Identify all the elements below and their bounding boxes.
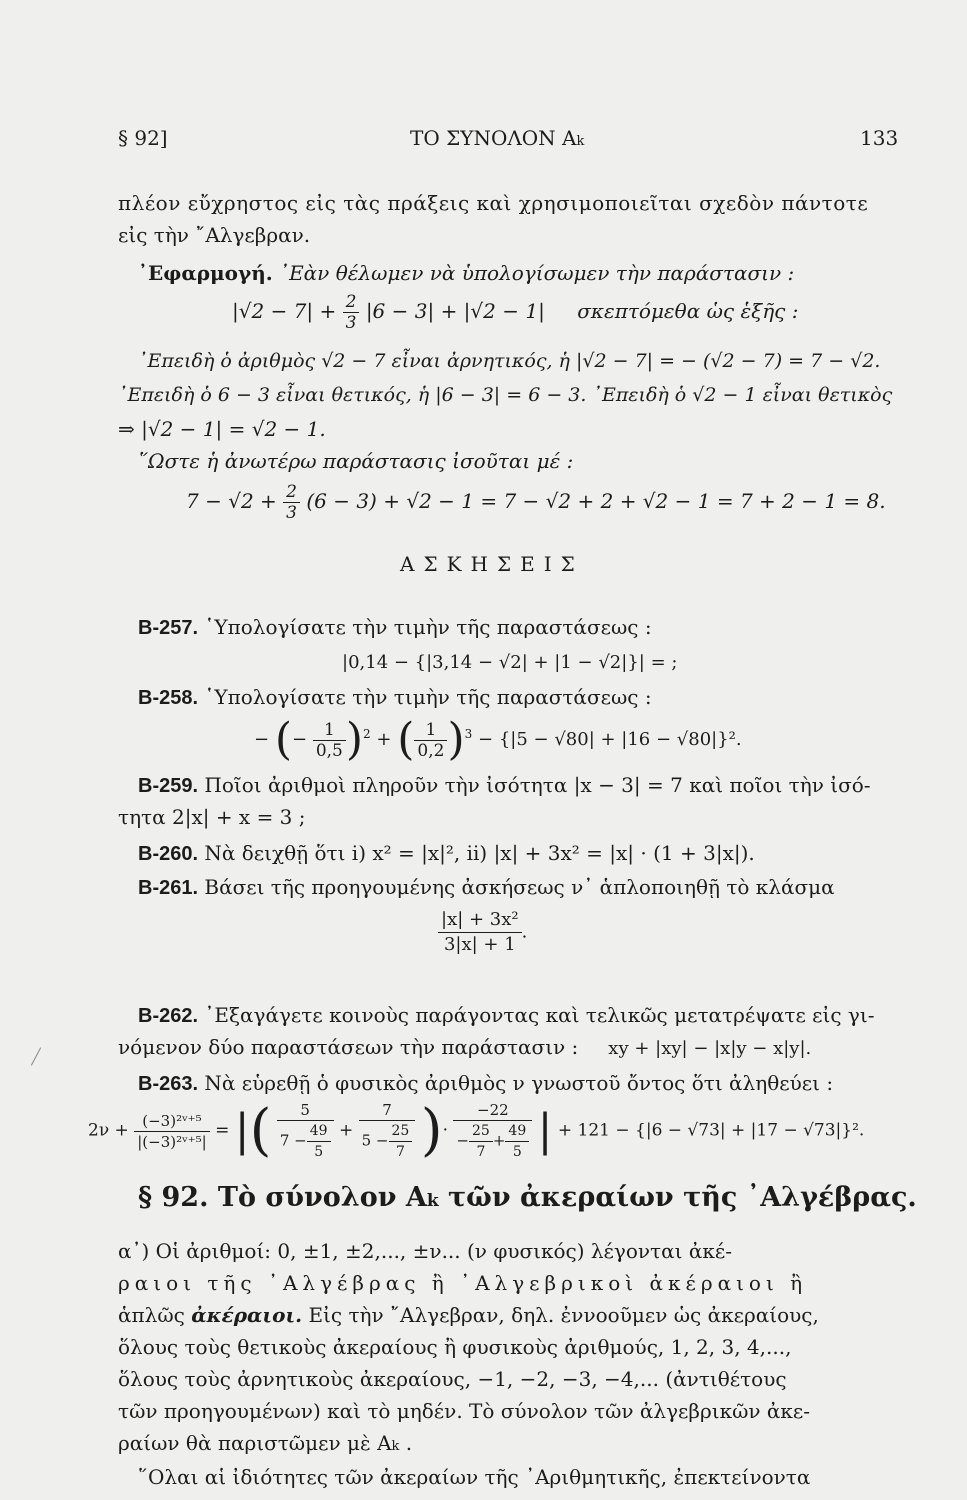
section-92-line-3 [118,1300,819,1330]
exercise-b258-tail: − {|5 − √80| + |16 − √80|}². [478,729,742,750]
section-92-line-2: ραιοι τῆς ᾿Αλγέβρας ἢ ᾿Αλγεβρικοὶ ἀκέραιοι ἢ [118,1271,808,1295]
exercise-b261 [138,872,835,903]
exercise-b259 [138,770,871,801]
exercise-b260 [138,838,755,869]
section-92-line-7-b: . [399,1431,413,1455]
fraction-denominator-2: 3 [283,502,300,523]
expression-1-part-b: |6 − 3| + |√2 − 1| [365,299,545,323]
expression-1 [232,292,798,333]
exercise-b258-exponent-1: 2 [363,727,371,741]
explanation-line-d: ῞Ωστε ἡ ἀνωτέρω παράστασις ἰσοῦται μέ : [138,449,574,473]
exercise-b261-label: Β-261. [138,877,199,899]
exercise-b263-fraction-c [453,1100,532,1162]
exercise-b260-label: Β-260. [138,843,199,865]
expression-2 [186,482,886,523]
exercise-b257-expression: |0,14 − {|3,14 − √2| + |1 − √2|}| = ; [342,652,678,673]
application-label: ᾿Εφαρμογή. [138,261,273,285]
exercise-b258-exponent-2: 3 [464,727,473,741]
exercise-b263-text: Νὰ εὑρεθῇ ὁ φυσικὸς ἀριθμὸς ν γνωστοῦ ὄντος ὅτι ἀληθεύει : [204,1071,834,1095]
exercise-b258 [138,682,652,713]
section-92-title-end: τῶν ἀκεραίων τῆς ᾿Αλγέβρας. [438,1182,917,1213]
exercise-b259-label: Β-259. [138,775,199,797]
exercise-b263-b-denominator [359,1120,416,1162]
exercise-b263-c-denominator [453,1120,532,1162]
exercise-b263-lhs-numerator: (−3)²ᵛ⁺⁵ [142,1111,202,1130]
exercise-b263-equation: 2ν + $\frac{\text{(−3)²ᵛ⁺⁵}}{\text{|(−3)²ᵛ⁺⁵|}}$ = |( 5 7 − $\frac{49}{5}$ + 7 5 − $\frac{25}{7}$ )· −22 − $\frac{25}{7}$ + $\frac{49}{5}$ | + 121 − {|6 − √73| + |17 − √73|}². [88,1098,865,1163]
exercise-b263-label: Β-263. [138,1073,199,1095]
fraction-numerator-2: 2 [286,482,297,502]
exercise-b258-expression: − (− $\frac{1}{0,5}$ )$^2$ + ( $\frac{1}{0,2}$ )$^3$ − {|5 − √80| + |16 − √80|}². [254,714,742,765]
exercise-b263-a-den-den: 5 [307,1141,331,1162]
section-92-line-4: ὅλους τοὺς θετικοὺς ἀκεραίους ἢ φυσικοὺς ἀριθμούς, 1, 2, 3, 4,..., [118,1335,792,1359]
exercise-b258-denominator-2: 0,2 [414,740,447,761]
exercise-b258-label: Β-258. [138,687,199,709]
exercise-b261-text: Βάσει τῆς προηγουμένης ἀσκήσεως ν᾿ ἁπλοποιηθῇ τὸ κλάσμα [204,875,835,899]
exercise-b259-text: Ποῖοι ἀριθμοὶ πληροῦν τὴν ἰσότητα |x − 3| = 7 καὶ ποῖοι τὴν ἰσό- [204,773,871,797]
exercise-b263-c-numerator: −22 [477,1101,509,1119]
exercise-b257-text: ῾Υπολογίσατε τὴν τιμὴν τῆς παραστάσεως : [204,615,652,639]
exercises-heading: ΑΣΚΗΣΕΙΣ [400,552,584,576]
exercise-b263-c-den-num-2: 49 [508,1123,527,1139]
expression-2-part-a: 7 − √2 + [186,489,277,513]
exercise-b263-a-numerator: 5 [300,1101,310,1119]
application-text: ᾿Εὰν θέλωμεν νὰ ὑπολογίσωμεν τὴν παράστασιν : [279,261,795,285]
exercise-b263 [138,1068,833,1099]
exercise-b263-c-den-den-1: 7 [469,1141,493,1162]
exercise-b263-c-den-minus: − [456,1131,469,1150]
exercise-b262-label: Β-262. [138,1005,199,1027]
section-92-title [138,1182,917,1213]
exercise-b262-text: ᾿Εξαγάγετε κοινοὺς παράγοντας καὶ τελικῶς μετατρέψατε εἰς γι- [204,1003,875,1027]
exercise-b263-lhs-denominator: |(−3)²ᵛ⁺⁵| [134,1131,209,1152]
exercise-b262-expression: xy + |xy| − |x|y − x|y|. [608,1038,812,1059]
exercise-b263-c-den-den-2: 5 [505,1141,529,1162]
header-title-text: ΤΟ ΣΥΝΟΛΟΝ Α [410,126,577,150]
exercise-b263-fraction-b [359,1100,416,1162]
intro-line-2: εἰς τὴν ῎Αλγεβραν. [118,223,311,247]
fraction-two-thirds [343,292,360,333]
section-92-line-3-a: ἁπλῶς [118,1303,185,1327]
section-92-line-1: α᾿) Οἱ ἀριθμοί: 0, ±1, ±2,..., ±ν... (ν φυσικός) λέγονται ἀκέ- [118,1239,732,1263]
exercise-b261-fraction [438,908,522,957]
explanation-line-c: ⇒ |√2 − 1| = √2 − 1. [118,417,326,441]
exercise-b263-b-numerator: 7 [382,1101,392,1119]
section-92-title-text: § 92. Τὸ σύνολον Α [138,1182,427,1213]
exercise-b263-b-den-left: 5 − [361,1131,389,1150]
section-92-line-8: ῞Ολαι αἱ ἰδιότητες τῶν ἀκεραίων τῆς ᾿Αριθμητικῆς, ἐπεκτείνοντα [138,1465,811,1489]
exercise-b260-text: Νὰ δειχθῇ ὅτι i) x² = |x|², ii) |x| + 3x² = |x| · (1 + 3|x|). [204,841,755,865]
exercise-b263-a-den-num: 49 [309,1123,328,1139]
intro-line-1: πλέον εὔχρηστος εἰς τὰς πράξεις καὶ χρησιμοποιεῖται σχεδὸν πάντοτε [118,191,869,215]
fraction-denominator: 3 [343,312,360,333]
exercise-b263-lhs: 2ν + [88,1120,129,1141]
exercise-b257-label: Β-257. [138,617,199,639]
exercise-b258-fraction-1 [313,720,346,761]
section-92-line-5: ὅλους τοὺς ἀρνητικοὺς ἀκεραίους, −1, −2, −3, −4,... (ἀντιθέτους [118,1367,787,1391]
header-section-ref: § 92] [118,126,168,150]
exercise-b263-a-denominator [277,1120,334,1162]
exercise-b259-line-2: τητα 2|x| + x = 3 ; [118,805,306,829]
exercise-b262-line-2 [118,1032,811,1064]
section-92-line-6: τῶν προηγουμένων) καὶ τὸ μηδέν. Τὸ σύνολον τῶν ἀλγεβρικῶν ἀκε- [118,1399,811,1423]
exercise-b263-equals: = [215,1120,230,1141]
section-92-term-integers: ἀκέραιοι. [191,1303,303,1327]
expression-1-part-c: σκεπτόμεθα ὡς ἑξῆς : [577,299,799,323]
exercise-b258-inner-minus: − [292,729,308,750]
section-92-title-sub: k [426,1191,439,1211]
exercise-b258-text: ῾Υπολογίσατε τὴν τιμὴν τῆς παραστάσεως : [204,685,652,709]
expression-2-part-b: (6 − 3) + √2 − 1 = 7 − √2 + 2 + √2 − 1 = 7 + 2 − 1 = 8. [306,489,886,513]
section-92-line-3-c: Εἰς τὴν ῎Αλγεβραν, δηλ. ἐννοοῦμεν ὡς ἀκεραίους, [308,1303,819,1327]
exercise-b258-plus: + [376,729,392,750]
explanation-line-a: ᾿Επειδὴ ὁ ἀριθμὸς √2 − 7 εἶναι ἀρνητικός, ἡ |√2 − 7| = − (√2 − 7) = 7 − √2. [138,350,881,372]
exercise-b263-fraction-a [277,1100,334,1162]
section-92-line-7-a: ραίων θὰ παριστῶμεν μὲ Α [118,1431,392,1455]
page-number: 133 [860,126,899,150]
fraction-two-thirds-2 [283,482,300,523]
header-title-sub: k [576,134,585,149]
fraction-numerator: 2 [345,292,357,312]
application-line [138,258,794,288]
exercise-b258-minus: − [254,729,270,750]
exercise-b263-tail: + 121 − {|6 − √73| + |17 − √73|}². [557,1120,865,1141]
exercise-b261-fraction-wrap [438,908,527,957]
exercise-b257 [138,612,652,643]
exercise-b262-text-2: νόμενον δύο παραστάσεων τὴν παράστασιν : [118,1035,579,1059]
header-title [410,126,584,150]
exercise-b261-numerator: |x| + 3x² [441,909,519,930]
exercise-b263-dot: · [442,1120,449,1141]
exercise-b263-c-den-plus: + [492,1131,506,1150]
exercise-b258-numerator-1: 1 [323,719,335,740]
exercise-b258-fraction-2 [414,720,447,761]
exercise-b261-end: . [521,921,528,943]
explanation-line-b: ᾿Επειδὴ ὁ 6 − 3 εἶναι θετικός, ἡ |6 − 3| = 6 − 3. ᾿Επειδὴ ὁ √2 − 1 εἶναι θετικὸς [118,384,893,406]
exercise-b261-denominator: 3|x| + 1 [438,932,522,957]
exercise-b263-c-den-num-1: 25 [472,1123,490,1139]
exercise-b263-b-den-num: 25 [391,1123,410,1139]
expression-1-part-a: |√2 − 7| + [232,299,337,323]
exercise-b263-plus: + [338,1120,354,1141]
section-92-line-7-sub: k [391,1439,400,1454]
exercise-b258-denominator-1: 0,5 [313,740,346,761]
exercise-b263-lhs-fraction [134,1111,209,1152]
exercise-b263-a-den-left: 7 − [279,1131,307,1150]
exercise-b258-numerator-2: 1 [425,719,437,740]
exercise-b263-b-den-den: 7 [389,1141,413,1162]
exercise-b262 [138,1000,874,1031]
margin-scratch-mark [31,1047,41,1065]
section-92-line-7 [118,1428,412,1462]
